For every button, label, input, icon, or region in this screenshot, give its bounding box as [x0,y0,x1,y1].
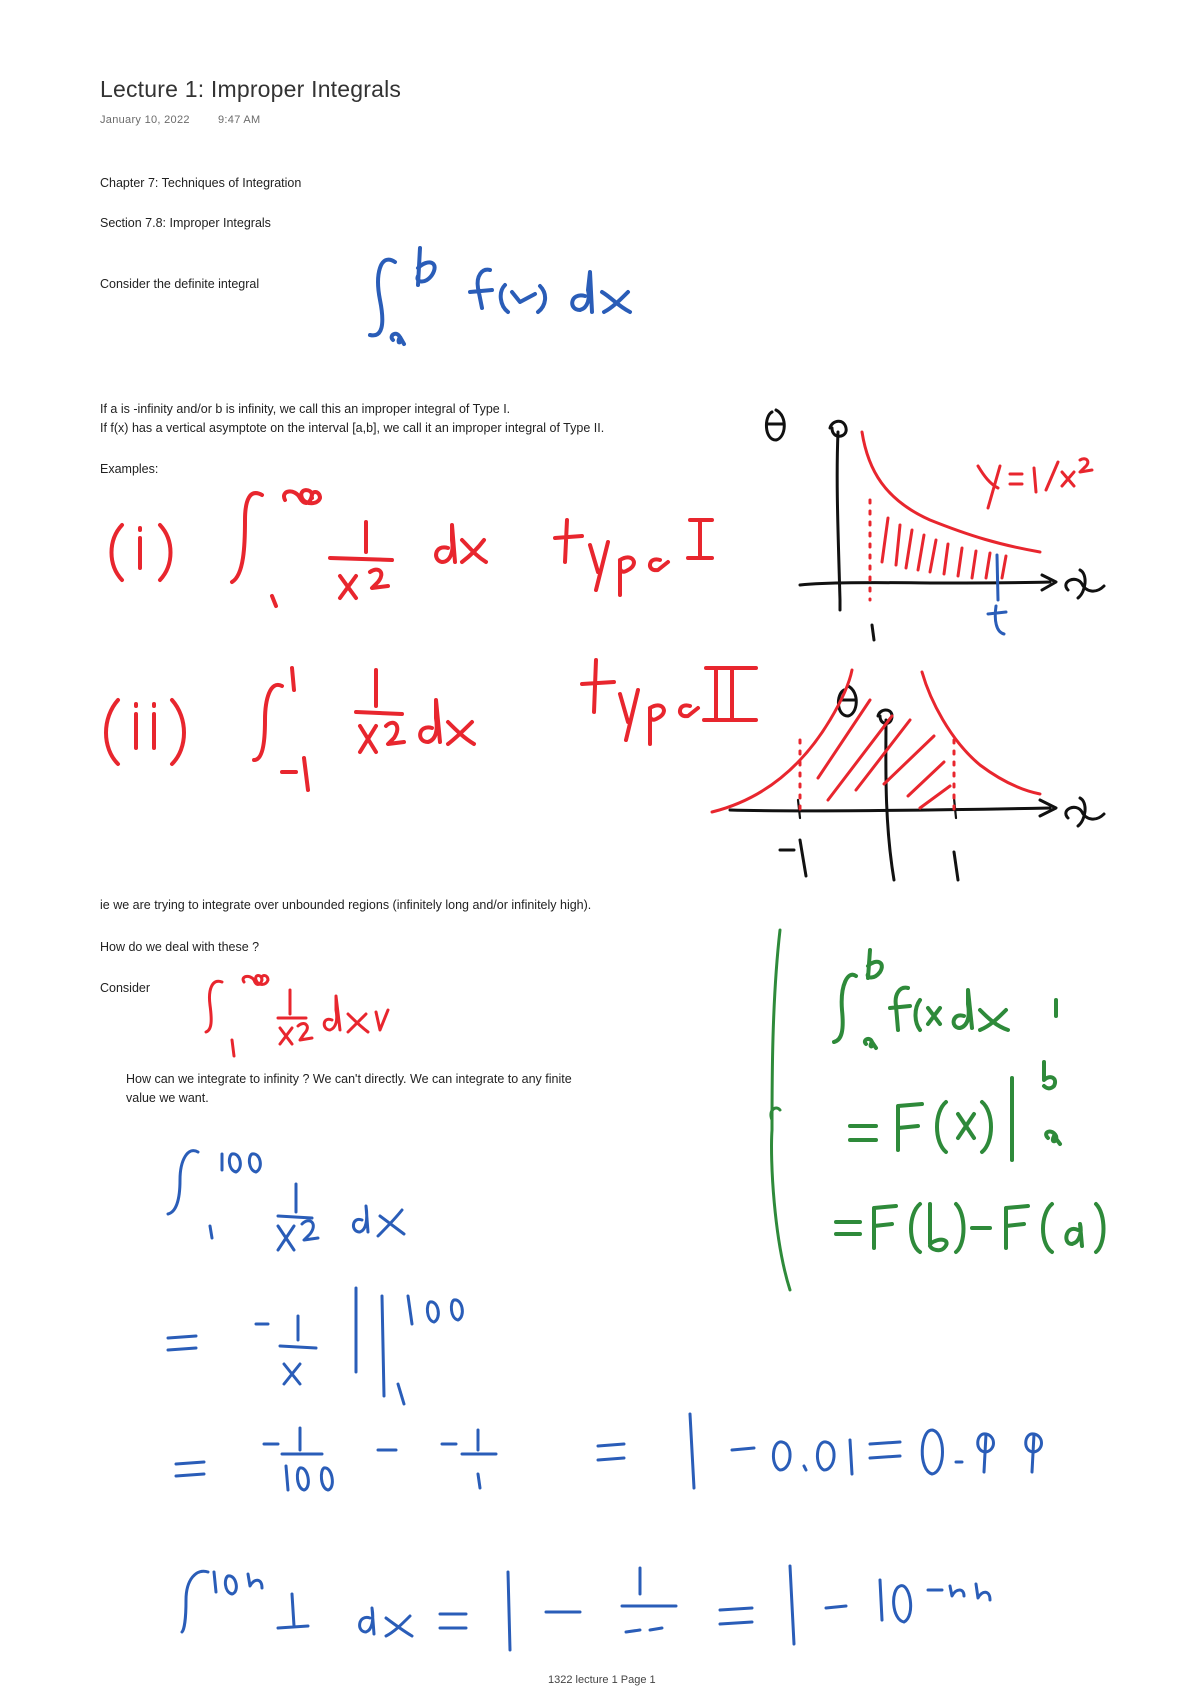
section-heading: Section 7.8: Improper Integrals [100,216,271,230]
graph1-curve [862,432,1092,600]
type1-definition: If a is -infinity and/or b is infinity, we call this an improper integral of Type I. [100,402,511,416]
calc-line3-ink [176,1414,1042,1490]
definite-integral-ink [370,248,630,344]
graph1-x-label [1066,570,1104,598]
type2-definition: If f(x) has a vertical asymptote on the interval [a,b], we call it an improper integral of Type II. [100,421,605,435]
page-time: 9:47 AM [218,114,261,126]
calc-line2-ink [168,1288,462,1404]
example-ii-ink [106,660,756,790]
calc-line1-ink [168,1151,404,1250]
consider-integral-ink [206,976,388,1057]
ftc-line2-ink [850,1062,1060,1160]
ftc-line1-ink [834,950,1056,1048]
example-i-ink [112,490,713,606]
page-title: Lecture 1: Improper Integrals [100,76,402,102]
consider-definite-text: Consider the definite integral [100,277,260,291]
calc-line4-ink [182,1566,990,1650]
ftc-bracket [771,930,790,1290]
graph2-ticks [798,798,956,818]
integrate-infinity-text-1: How can we integrate to infinity ? We can't directly. We can integrate to any finite [126,1072,572,1086]
unbounded-regions-text: ie we are trying to integrate over unbounded regions (infinitely long and/or infinitely high). [100,898,592,912]
page-date: January 10, 2022 [100,114,190,126]
graph1-axes [766,410,1056,640]
ftc-line3-ink [836,1204,1104,1252]
examples-label: Examples: [100,462,159,476]
graph2-curve [712,670,1040,812]
graph2-x-label [1066,798,1104,826]
consider-label: Consider [100,981,151,995]
chapter-heading: Chapter 7: Techniques of Integration [100,176,302,190]
page-footer: 1322 lecture 1 Page 1 [548,1674,656,1686]
integrate-infinity-text-2: value we want. [126,1091,209,1105]
how-deal-text: How do we deal with these ? [100,940,260,954]
